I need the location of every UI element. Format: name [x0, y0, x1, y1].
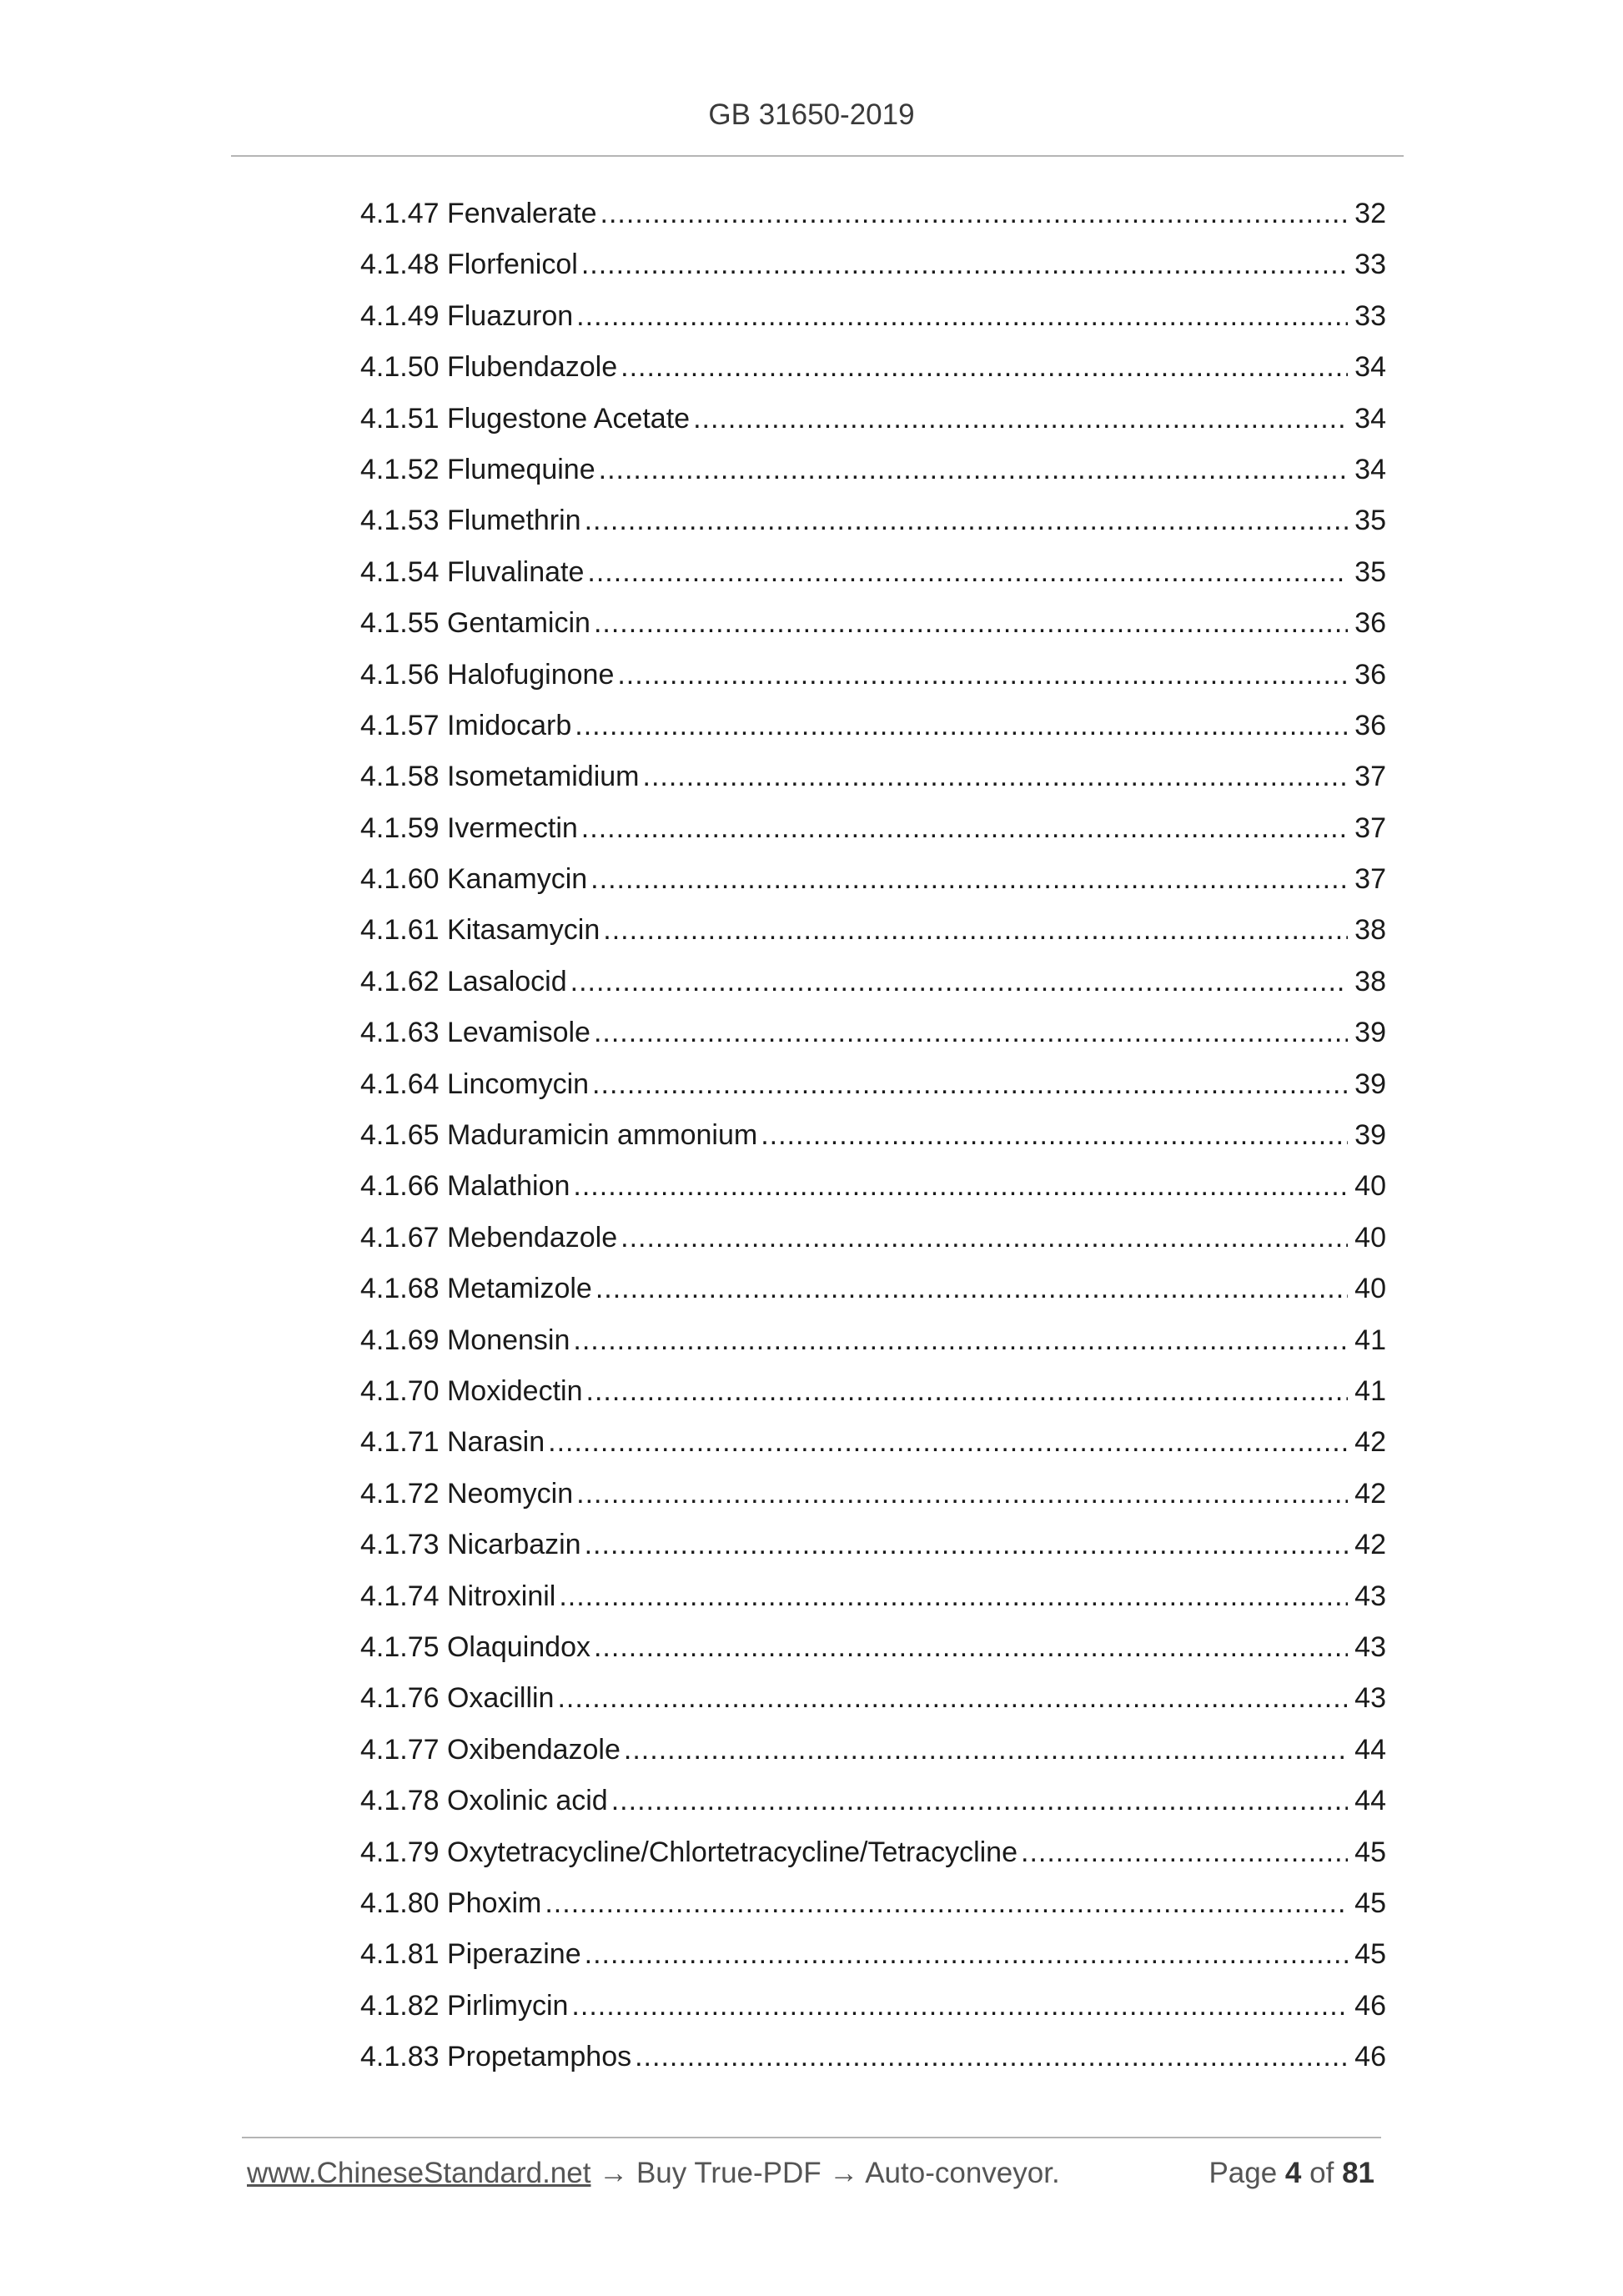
toc-entry-page: 38: [1354, 965, 1386, 997]
toc-entry[interactable]: [360, 188, 1386, 239]
toc-entry-label: 4.1.68 Metamizole: [360, 1273, 592, 1305]
toc-entry[interactable]: [360, 1673, 1386, 1724]
toc-entry[interactable]: [360, 239, 1386, 290]
footer-divider: [242, 2137, 1381, 2138]
toc-entry-label: 4.1.52 Flumequine: [360, 453, 595, 485]
footer-navigation: [247, 2157, 1060, 2190]
toc-entry-label: 4.1.82 Pirlimycin: [360, 1989, 569, 2022]
auto-conveyor-text: Auto-conveyor.: [865, 2157, 1060, 2189]
website-link[interactable]: www.ChineseStandard.net: [247, 2157, 591, 2189]
toc-dot-leader: [600, 188, 1348, 239]
toc-dot-leader: [621, 1213, 1348, 1264]
toc-dot-leader: [581, 239, 1348, 290]
buy-pdf-text: Buy True-PDF: [636, 2157, 822, 2189]
toc-entry-label: 4.1.74 Nitroxinil: [360, 1580, 556, 1612]
toc-entry-page: 40: [1354, 1221, 1386, 1254]
toc-entry[interactable]: [360, 1776, 1386, 1826]
toc-entry-label: 4.1.69 Monensin: [360, 1324, 570, 1356]
toc-entry[interactable]: [360, 1161, 1386, 1212]
toc-dot-leader: [594, 1622, 1348, 1673]
toc-entry-label: 4.1.53 Flumethrin: [360, 505, 581, 537]
toc-dot-leader: [575, 701, 1348, 751]
toc-entry[interactable]: [360, 1213, 1386, 1264]
toc-entry[interactable]: [360, 1110, 1386, 1161]
toc-entry[interactable]: [360, 1929, 1386, 1980]
toc-entry[interactable]: [360, 495, 1386, 546]
toc-entry[interactable]: [360, 394, 1386, 445]
toc-entry-label: 4.1.54 Fluvalinate: [360, 555, 585, 588]
toc-entry-page: 33: [1354, 299, 1386, 332]
toc-dot-leader: [576, 291, 1348, 342]
toc-entry-page: 39: [1354, 1119, 1386, 1152]
toc-entry-page: 34: [1354, 351, 1386, 384]
toc-dot-leader: [621, 342, 1348, 393]
toc-entry-label: 4.1.55 Gentamicin: [360, 607, 590, 640]
toc-entry-page: 35: [1354, 555, 1386, 588]
toc-dot-leader: [586, 1366, 1349, 1417]
toc-entry-label: 4.1.72 Neomycin: [360, 1477, 574, 1510]
toc-entry-page: 43: [1354, 1580, 1386, 1612]
toc-entry-label: 4.1.83 Propetamphos: [360, 2041, 632, 2073]
toc-dot-leader: [587, 547, 1348, 598]
toc-entry-page: 42: [1354, 1529, 1386, 1561]
toc-entry-page: 45: [1354, 1938, 1386, 1971]
toc-entry-page: 39: [1354, 1017, 1386, 1049]
toc-entry-label: 4.1.47 Fenvalerate: [360, 198, 597, 229]
toc-dot-leader: [590, 854, 1348, 905]
page-prefix: Page: [1208, 2157, 1278, 2189]
toc-entry-label: 4.1.77 Oxibendazole: [360, 1733, 621, 1766]
toc-entry-page: 37: [1354, 863, 1386, 896]
page-of: of: [1309, 2157, 1334, 2189]
toc-entry-page: 41: [1354, 1374, 1386, 1407]
toc-entry[interactable]: [360, 701, 1386, 751]
toc-entry-label: 4.1.73 Nicarbazin: [360, 1529, 581, 1561]
toc-dot-leader: [611, 1776, 1348, 1826]
toc-entry-label: 4.1.79 Oxytetracycline/Chlortetracycline/Tetracycline: [360, 1836, 1018, 1868]
toc-entry[interactable]: [360, 1366, 1386, 1417]
toc-entry[interactable]: [360, 2032, 1386, 2082]
toc-dot-leader: [559, 1571, 1348, 1622]
toc-entry[interactable]: [360, 1059, 1386, 1110]
toc-entry-page: 40: [1354, 1170, 1386, 1203]
toc-entry-label: 4.1.76 Oxacillin: [360, 1682, 555, 1715]
toc-entry-page: 46: [1354, 2041, 1386, 2073]
toc-entry[interactable]: [360, 957, 1386, 1007]
toc-entry-page: 34: [1354, 402, 1386, 435]
toc-entry-page: 43: [1354, 1630, 1386, 1663]
toc-entry-page: 45: [1354, 1887, 1386, 1919]
toc-entry-label: 4.1.61 Kitasamycin: [360, 914, 600, 947]
toc-entry-label: 4.1.67 Mebendazole: [360, 1221, 618, 1254]
toc-entry[interactable]: [360, 1622, 1386, 1673]
toc-entry[interactable]: [360, 650, 1386, 701]
toc-entry-page: 45: [1354, 1836, 1386, 1868]
toc-entry[interactable]: [360, 547, 1386, 598]
toc-entry-page: 37: [1354, 761, 1386, 793]
toc-entry-label: 4.1.58 Isometamidium: [360, 761, 640, 793]
toc-entry-label: 4.1.65 Maduramicin ammonium: [360, 1119, 758, 1152]
toc-entry-page: 36: [1354, 607, 1386, 640]
toc-dot-leader: [576, 1469, 1348, 1520]
toc-entry-label: 4.1.59 Ivermectin: [360, 811, 578, 844]
toc-entry-label: 4.1.57 Imidocarb: [360, 709, 572, 741]
toc-dot-leader: [573, 1315, 1348, 1366]
toc-entry-label: 4.1.62 Lasalocid: [360, 965, 567, 997]
toc-dot-leader: [585, 1520, 1348, 1570]
toc-entry-page: 42: [1354, 1426, 1386, 1459]
toc-entry[interactable]: [360, 598, 1386, 649]
toc-entry-page: 44: [1354, 1785, 1386, 1817]
toc-entry[interactable]: [360, 1264, 1386, 1314]
toc-dot-leader: [599, 445, 1348, 495]
toc-entry[interactable]: [360, 1315, 1386, 1366]
toc-dot-leader: [624, 1725, 1348, 1776]
toc-entry-page: 36: [1354, 709, 1386, 741]
total-pages: 81: [1342, 2157, 1374, 2189]
toc-entry-label: 4.1.56 Halofuginone: [360, 658, 615, 691]
toc-entry-label: 4.1.81 Piperazine: [360, 1938, 581, 1971]
toc-entry[interactable]: [360, 1469, 1386, 1520]
toc-entry[interactable]: [360, 854, 1386, 905]
toc-entry-page: 42: [1354, 1477, 1386, 1510]
toc-entry-label: 4.1.70 Moxidectin: [360, 1374, 583, 1407]
toc-entry-label: 4.1.60 Kanamycin: [360, 863, 588, 896]
table-of-contents: [360, 188, 1386, 2082]
toc-entry-page: 40: [1354, 1273, 1386, 1305]
toc-dot-leader: [570, 957, 1348, 1007]
toc-entry-label: 4.1.63 Levamisole: [360, 1017, 590, 1049]
toc-dot-leader: [643, 751, 1349, 802]
page-footer: [247, 2157, 1374, 2190]
toc-entry-label: 4.1.48 Florfenicol: [360, 249, 578, 281]
toc-dot-leader: [693, 394, 1348, 445]
toc-dot-leader: [594, 598, 1348, 649]
current-page: 4: [1284, 2157, 1302, 2189]
toc-dot-leader: [594, 1007, 1348, 1058]
toc-entry[interactable]: [360, 1878, 1386, 1929]
toc-entry-label: 4.1.75 Olaquindox: [360, 1630, 590, 1663]
toc-entry-label: 4.1.64 Lincomycin: [360, 1068, 590, 1100]
toc-entry[interactable]: [360, 751, 1386, 802]
toc-entry-page: 44: [1354, 1733, 1386, 1766]
toc-dot-leader: [581, 803, 1348, 854]
toc-entry-label: 4.1.78 Oxolinic acid: [360, 1785, 608, 1817]
toc-entry-label: 4.1.71 Narasin: [360, 1426, 545, 1459]
toc-entry[interactable]: [360, 1571, 1386, 1622]
toc-dot-leader: [761, 1110, 1348, 1161]
toc-dot-leader: [585, 1929, 1348, 1980]
toc-entry-label: 4.1.51 Flugestone Acetate: [360, 402, 691, 435]
toc-dot-leader: [592, 1059, 1348, 1110]
toc-entry[interactable]: [360, 1417, 1386, 1468]
toc-entry[interactable]: [360, 445, 1386, 495]
toc-dot-leader: [1021, 1827, 1348, 1878]
toc-entry-label: 4.1.50 Flubendazole: [360, 351, 618, 384]
toc-entry-label: 4.1.66 Malathion: [360, 1170, 570, 1203]
page-number: [1208, 2157, 1374, 2190]
toc-entry-page: 41: [1354, 1324, 1386, 1356]
toc-entry[interactable]: [360, 342, 1386, 393]
toc-dot-leader: [571, 1981, 1348, 2032]
toc-entry-label: 4.1.80 Phoxim: [360, 1887, 542, 1919]
toc-dot-leader: [603, 905, 1348, 956]
toc-dot-leader: [545, 1878, 1348, 1929]
toc-dot-leader: [557, 1673, 1348, 1724]
toc-entry-page: 34: [1354, 453, 1386, 485]
toc-entry-label: 4.1.49 Fluazuron: [360, 299, 574, 332]
toc-entry[interactable]: [360, 1520, 1386, 1570]
toc-dot-leader: [617, 650, 1348, 701]
right-arrow-icon: →: [599, 2157, 629, 2189]
toc-dot-leader: [585, 495, 1348, 546]
toc-entry[interactable]: [360, 803, 1386, 854]
toc-dot-leader: [635, 2032, 1348, 2082]
toc-entry-page: 35: [1354, 505, 1386, 537]
toc-dot-leader: [595, 1264, 1348, 1314]
toc-entry-page: 43: [1354, 1682, 1386, 1715]
toc-entry[interactable]: [360, 1007, 1386, 1058]
toc-dot-leader: [573, 1161, 1348, 1212]
toc-entry-page: 33: [1354, 249, 1386, 281]
toc-dot-leader: [548, 1417, 1348, 1468]
toc-entry[interactable]: [360, 1725, 1386, 1776]
toc-entry[interactable]: [360, 1981, 1386, 2032]
toc-entry[interactable]: [360, 291, 1386, 342]
document-header-title: GB 31650-2019: [708, 98, 915, 131]
toc-entry-page: 39: [1354, 1068, 1386, 1100]
toc-entry[interactable]: [360, 1827, 1386, 1878]
toc-entry-page: 37: [1354, 811, 1386, 844]
toc-entry[interactable]: [360, 905, 1386, 956]
toc-entry-page: 46: [1354, 1989, 1386, 2022]
right-arrow-icon: →: [829, 2157, 859, 2189]
toc-entry-page: 32: [1354, 198, 1386, 229]
header-divider: [231, 155, 1404, 157]
toc-entry-page: 36: [1354, 658, 1386, 691]
toc-entry-page: 38: [1354, 914, 1386, 947]
